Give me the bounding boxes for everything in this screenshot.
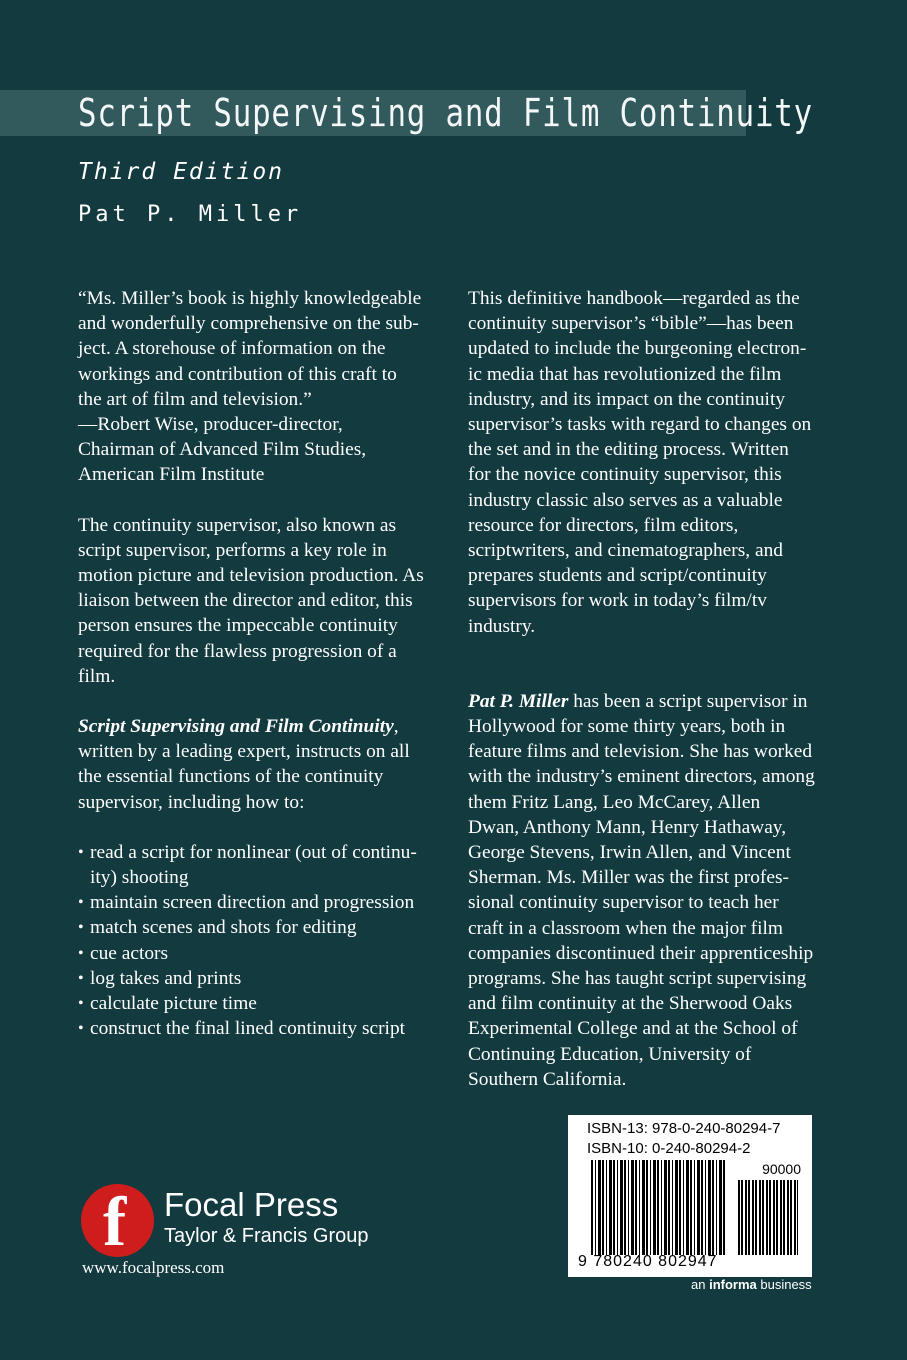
author-bio-line: companies discontinued their apprenticeship [468,942,814,964]
book-intro-title-suffix: , [393,716,399,738]
informa-brand: informa [709,1277,757,1292]
quote-line: and wonderfully comprehensive on the sub- [78,313,419,335]
quote-line: ject. A storehouse of information on the [78,338,386,360]
description-line: script supervisor, performs a key role in [78,539,387,561]
author-bio-line: Southern California. [468,1068,627,1090]
author-bio-first-line-text: has been a script supervisor in [568,690,808,712]
book-intro-line: supervisor, including how to: [78,791,305,813]
skills-list-item: • maintain screen direction and progression [78,890,438,915]
book-title: Script Supervising and Film Continuity [78,91,813,135]
focal-press-logo-letter: f [103,1184,127,1261]
description-line: film. [78,665,116,687]
right-text-column [468,286,836,1092]
book-intro-title: Script Supervising and Film Continuity [78,716,394,738]
quote-attribution-line: American Film Institute [78,464,265,486]
handbook-line: updated to include the burgeoning electron- [468,338,807,360]
barcode-price-code: 90000 [762,1161,801,1177]
handbook-line: resource for directors, film editors, [468,514,739,536]
author-bio-line: Continuing Education, University of [468,1043,752,1065]
author-bio-line: Experimental College and at the School of [468,1018,798,1040]
author-bio-line: George Stevens, Irwin Allen, and Vincent [468,842,791,864]
handbook-line: continuity supervisor’s “bible”—has been [468,313,794,335]
author-bio-line: with the industry’s eminent directors, among [468,766,815,788]
description-line: required for the flawless progression of a [78,640,397,662]
author-bio-line: them Fritz Lang, Leo McCarey, Allen [468,791,761,813]
skills-list [78,840,438,1042]
handbook-line: industry. [468,615,536,637]
author-bio [468,689,836,1092]
quote-line: the art of film and television.” [78,388,312,410]
handbook-line: supervisor’s tasks with regard to changes on [468,414,812,436]
skills-list-item: • cue actors [78,941,438,966]
author-bio-first-line [468,689,836,714]
left-text-column [78,286,438,1041]
handbook-line: prepares students and script/continuity [468,565,767,587]
isbn-13: ISBN-13: 978-0-240-80294-7 [587,1120,781,1137]
skills-list-item: • log takes and prints [78,966,438,991]
description-line: motion picture and television production. As [78,565,424,587]
author-bio-line: and film continuity at the Sherwood Oaks [468,993,793,1015]
quote-line: “Ms. Miller’s book is highly knowledgeable [78,288,422,309]
author-bio-line: Hollywood for some thirty years, both in [468,716,786,738]
skills-list-item: • read a script for nonlinear (out of continu- ity) shooting [78,840,438,890]
description-line: person ensures the impeccable continuity [78,615,398,637]
quote-line: workings and contribution of this craft to [78,363,397,385]
quote-attribution-line: —Robert Wise, producer-director, [78,414,343,436]
isbn-10: ISBN-10: 0-240-80294-2 [587,1140,751,1157]
author-bio-line: Sherman. Ms. Miller was the first profes- [468,867,789,889]
description-line: liaison between the director and editor, this [78,590,413,612]
handbook-line: for the novice continuity supervisor, this [468,464,782,486]
description-line: The continuity supervisor, also known as [78,514,397,536]
barcode-number: 9 780240 802947 [578,1253,718,1270]
skills-list-item: • match scenes and shots for editing [78,915,438,940]
handbook-line: ic media that has revolutionized the film [468,363,782,385]
author-bio-line: craft in a classroom when the major film [468,917,783,939]
handbook-line: the set and in the editing process. Written [468,439,789,461]
publisher-name: Focal Press [164,1186,339,1223]
informa-suffix: business [756,1277,812,1292]
endorsement-quote [78,286,438,488]
handbook-line: This definitive handbook—regarded as the [468,288,800,309]
handbook-line: industry, and its impact on the continuity [468,388,786,410]
author-bio-line: Dwan, Anthony Mann, Henry Hathaway, [468,816,787,838]
author-bio-line: feature films and television. She has worked [468,741,813,763]
handbook-line: industry classic also serves as a valuable [468,489,783,511]
publisher-group: Taylor & Francis Group [164,1225,369,1247]
barcode-main-bars [591,1160,726,1255]
handbook-line: scriptwriters, and cinematographers, and [468,540,783,562]
book-intro-title-line [78,714,438,739]
author-bio-line: sional continuity supervisor to teach her [468,892,779,914]
handbook-description [468,286,836,639]
informa-prefix: an [691,1277,710,1292]
informa-business-line [691,1277,812,1293]
handbook-line: supervisors for work in today’s film/tv [468,590,767,612]
quote-attribution-line: Chairman of Advanced Film Studies, [78,439,367,461]
focal-press-logo-icon [81,1184,154,1261]
role-description [78,513,438,689]
edition-label: Third Edition [78,159,285,185]
isbn-barcode-block [568,1115,812,1277]
author-name: Pat P. Miller [78,202,303,227]
author-bio-line: programs. She has taught script supervising [468,968,807,990]
book-intro [78,714,438,815]
publisher-website: www.focalpress.com [82,1258,225,1277]
skills-list-item: • construct the final lined continuity script [78,1016,438,1041]
barcode-addon-bars [738,1180,798,1255]
author-bio-name: Pat P. Miller [468,690,569,712]
book-intro-line: written by a leading expert, instructs on all [78,741,410,763]
skills-list-item: • calculate picture time [78,991,438,1016]
book-intro-line: the essential functions of the continuity [78,766,384,788]
